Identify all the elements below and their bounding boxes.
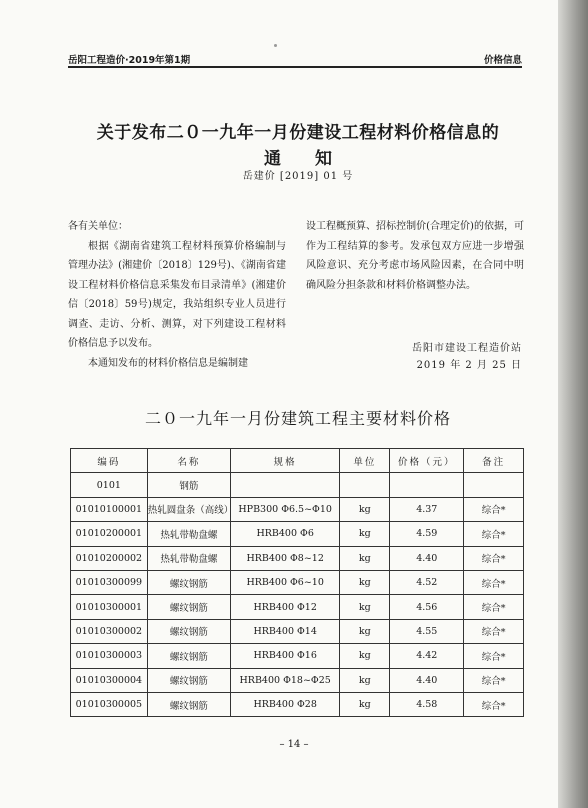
signer: 岳阳市建设工程造价站 [412,343,522,354]
table-body [71,473,524,717]
cell-unit: kg [340,668,390,692]
table-row [71,668,524,692]
cell-price: 4.58 [390,692,464,716]
cell-remark: 综合* [464,522,524,546]
notice-title: 关于发布二０一九年一月份建设工程材料价格信息的 [96,123,500,143]
cell-spec: HRB400 Φ12 [230,595,339,619]
cell-spec: HPB300 Φ6.5~Φ10 [230,497,339,521]
cell-remark: 综合* [464,644,524,668]
cell-spec: HRB400 Φ6~10 [230,570,339,594]
table-row [71,595,524,619]
paragraph-1: 根据《湖南省建筑工程材料预算价格编制与管理办法》(湘建价〔2018〕129号)、《湖南省建设工程材料价格信息采集发布目录清单》(湘建价信〔2018〕59号)规定，我站组织专业人员进行调查、走访、分析、测算，对下列建设工程材料价格信息予以发布。 [68,240,286,349]
cell-price: 4.42 [390,644,464,668]
notice-title-line2: 通知 [264,149,366,169]
price-table [70,448,524,717]
cell-spec [230,473,339,497]
sign-date: 2019 年 2 月 25 日 [416,360,522,371]
table-row [71,619,524,643]
cell-code: 01010300002 [71,619,148,643]
table-row [71,692,524,716]
table-row [71,473,524,497]
cell-code: 01010300003 [71,644,148,668]
cell-name: 螺纹钢筋 [147,619,230,643]
cell-spec: HRB400 Φ8~12 [230,546,339,570]
table-row [71,522,524,546]
cell-code: 01010300004 [71,668,148,692]
cell-remark [464,473,524,497]
cell-name: 螺纹钢筋 [147,668,230,692]
cell-code: 01010200002 [71,546,148,570]
paragraph-2-continued: 设工程概预算、招标控制价(合理定价)的依据，可作为工程结算的参考。发承包双方应进一步增强风险意识、充分考虑市场风险因素，在合同中明确风险分担条款和材料价格调整办法。 [306,221,524,291]
section-name: 价格信息 [483,55,522,66]
cell-remark: 综合* [464,668,524,692]
cell-unit: kg [340,595,390,619]
header-spec: 规格 [230,449,339,473]
table-row [71,546,524,570]
cell-price: 4.56 [390,595,464,619]
cell-price [390,473,464,497]
running-header [68,52,522,68]
header-name: 名称 [147,449,230,473]
cell-price: 4.40 [390,668,464,692]
cell-spec: HRB400 Φ16 [230,644,339,668]
cell-price: 4.55 [390,619,464,643]
scan-mark [274,44,277,47]
cell-unit: kg [340,692,390,716]
cell-spec: HRB400 Φ6 [230,522,339,546]
cell-code: 01010300001 [71,595,148,619]
table-title: 二０一九年一月份建筑工程主要材料价格 [144,409,451,428]
cell-code: 01010200001 [71,522,148,546]
header-remark: 备注 [464,449,524,473]
cell-remark: 综合* [464,692,524,716]
salutation: 各有关单位： [68,221,128,232]
cell-remark: 综合* [464,619,524,643]
cell-remark: 综合* [464,546,524,570]
cell-remark: 综合* [464,570,524,594]
cell-spec: HRB400 Φ14 [230,619,339,643]
cell-unit: kg [340,546,390,570]
header-price: 价格（元） [390,449,464,473]
document-number: 岳建价 [2019] 01 号 [242,171,354,182]
cell-name: 螺纹钢筋 [147,595,230,619]
cell-unit: kg [340,522,390,546]
cell-name: 热轧带勒盘螺 [147,546,230,570]
cell-unit: kg [340,619,390,643]
cell-unit: kg [340,644,390,668]
cell-price: 4.52 [390,570,464,594]
table-row [71,570,524,594]
cell-price: 4.37 [390,497,464,521]
cell-code: 01010300005 [71,692,148,716]
cell-name: 螺纹钢筋 [147,570,230,594]
cell-name: 钢筋 [147,473,230,497]
body-left-column [68,217,286,373]
cell-price: 4.59 [390,522,464,546]
page-number: – 14 – [279,739,309,750]
cell-price: 4.40 [390,546,464,570]
paragraph-2-start: 本通知发布的材料价格信息是编制建 [88,357,248,369]
cell-code: 0101 [71,473,148,497]
cell-remark: 综合* [464,595,524,619]
table-header-row [71,449,524,473]
cell-unit: kg [340,570,390,594]
journal-issue: 岳阳工程造价·2019年第1期 [68,55,191,66]
header-unit: 单位 [340,449,390,473]
header-code: 编码 [71,449,148,473]
cell-name: 热轧圆盘条（高线） [147,497,230,521]
table-row [71,497,524,521]
body-right-column [306,217,524,295]
cell-unit [340,473,390,497]
cell-code: 01010300099 [71,570,148,594]
book-spine-shadow [558,0,588,808]
cell-name: 热轧带勒盘螺 [147,522,230,546]
cell-code: 01010100001 [71,497,148,521]
cell-name: 螺纹钢筋 [147,692,230,716]
cell-name: 螺纹钢筋 [147,644,230,668]
cell-unit: kg [340,497,390,521]
cell-spec: HRB400 Φ28 [230,692,339,716]
cell-remark: 综合* [464,497,524,521]
cell-spec: HRB400 Φ18~Φ25 [230,668,339,692]
table-row [71,644,524,668]
